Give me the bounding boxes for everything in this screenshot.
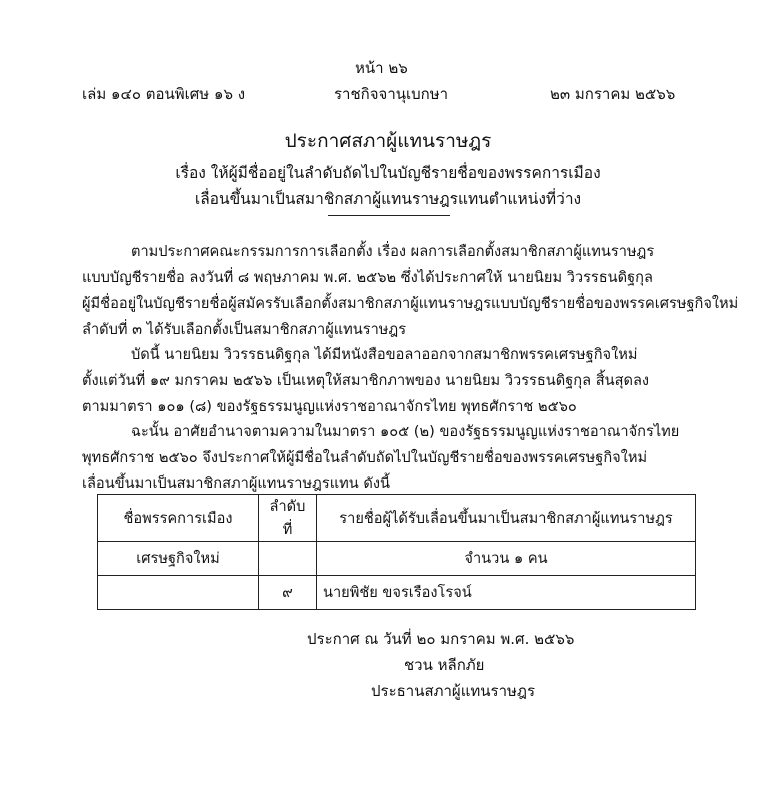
- subject-line-1: เรื่อง ให้ผู้มีชื่ออยู่ในลำดับถัดไปในบัญชีรายชื่อของพรรคการเมือง: [175, 164, 601, 182]
- count-cell: จำนวน ๑ คน: [317, 542, 696, 576]
- paragraph-3-line-3: เลื่อนขึ้นมาเป็นสมาชิกสภาผู้แทนราษฎรแทน ดังนี้: [82, 475, 390, 492]
- party-cell: เศรษฐกิจใหม่: [98, 542, 259, 576]
- paragraph-1-line-3: ผู้มีชื่ออยู่ในบัญชีรายชื่อผู้สมัครรับเลือกตั้งสมาชิกสภาผู้แทนราษฎรแบบบัญชีรายชื่อของพรรคเศรษฐกิจใหม่: [82, 295, 739, 312]
- empty-cell: [98, 576, 259, 610]
- page-number: หน้า ๒๖: [355, 59, 408, 77]
- table-row: [98, 576, 696, 610]
- promotion-table: [97, 494, 696, 610]
- gazette-date: ๒๓ มกราคม ๒๕๖๖: [550, 85, 676, 103]
- paragraph-1-line-1: ตามประกาศคณะกรรมการการเลือกตั้ง เรื่อง ผลการเลือกตั้งสมาชิกสภาผู้แทนราษฎร: [131, 243, 655, 260]
- rank-cell: ๙: [259, 576, 317, 610]
- gazette-name: ราชกิจจานุเบกษา: [334, 85, 449, 103]
- header-name: รายชื่อผู้ได้รับเลื่อนขึ้นมาเป็นสมาชิกสภาผู้แทนราษฎร: [317, 495, 696, 542]
- header-party: ชื่อพรรคการเมือง: [98, 495, 259, 542]
- paragraph-2-line-2: ตั้งแต่วันที่ ๑๙ มกราคม ๒๕๖๖ เป็นเหตุให้สมาชิกภาพของ นายนิยม วิวรรธนดิฐกุล สิ้นสุดลง: [82, 372, 650, 389]
- paragraph-2-line-3: ตามมาตรา ๑๐๑ (๘) ของรัฐธรรมนูญแห่งราชอาณาจักรไทย พุทธศักราช ๒๕๖๐: [82, 398, 577, 415]
- name-cell: นายพิชัย ขจรเรืองโรจน์: [317, 576, 696, 610]
- table-header-row: [98, 495, 696, 542]
- table-row: [98, 542, 696, 576]
- paragraph-3-line-1: ฉะนั้น อาศัยอำนาจตามความในมาตรา ๑๐๕ (๒) ของรัฐธรรมนูญแห่งราชอาณาจักรไทย: [131, 423, 680, 440]
- paragraph-3-line-2: พุทธศักราช ๒๕๖๐ จึงประกาศให้ผู้มีชื่อในลำดับถัดไปในบัญชีรายชื่อของพรรคเศรษฐกิจใหม่: [82, 449, 648, 466]
- paragraph-1-line-2: แบบบัญชีรายชื่อ ลงวันที่ ๘ พฤษภาคม พ.ศ. ๒๕๖๒ ซึ่งได้ประกาศให้ นายนิยม วิวรรธนดิฐกุล: [82, 269, 653, 286]
- volume-info: เล่ม ๑๔๐ ตอนพิเศษ ๑๖ ง: [82, 85, 246, 103]
- empty-cell: [259, 542, 317, 576]
- announcement-title: ประกาศสภาผู้แทนราษฎร: [284, 130, 492, 152]
- subject-line-2: เลื่อนขึ้นมาเป็นสมาชิกสภาผู้แทนราษฎรแทนตำแหน่งที่ว่าง: [194, 190, 582, 208]
- paragraph-1-line-4: ลำดับที่ ๓ ได้รับเลือกตั้งเป็นสมาชิกสภาผู้แทนราษฎร: [82, 321, 407, 338]
- paragraph-2-line-1: บัดนี้ นายนิยม วิวรรธนดิฐกุล ได้มีหนังสือขอลาออกจากสมาชิกพรรคเศรษฐกิจใหม่: [131, 346, 638, 363]
- signatory-name: ชวน หลีกภัย: [404, 656, 485, 674]
- signatory-position: ประธานสภาผู้แทนราษฎร: [371, 682, 536, 700]
- signature-date: ประกาศ ณ วันที่ ๒๐ มกราคม พ.ศ. ๒๕๖๖: [307, 630, 575, 648]
- header-rank: ลำดับที่: [259, 495, 317, 542]
- title-divider: [328, 215, 450, 216]
